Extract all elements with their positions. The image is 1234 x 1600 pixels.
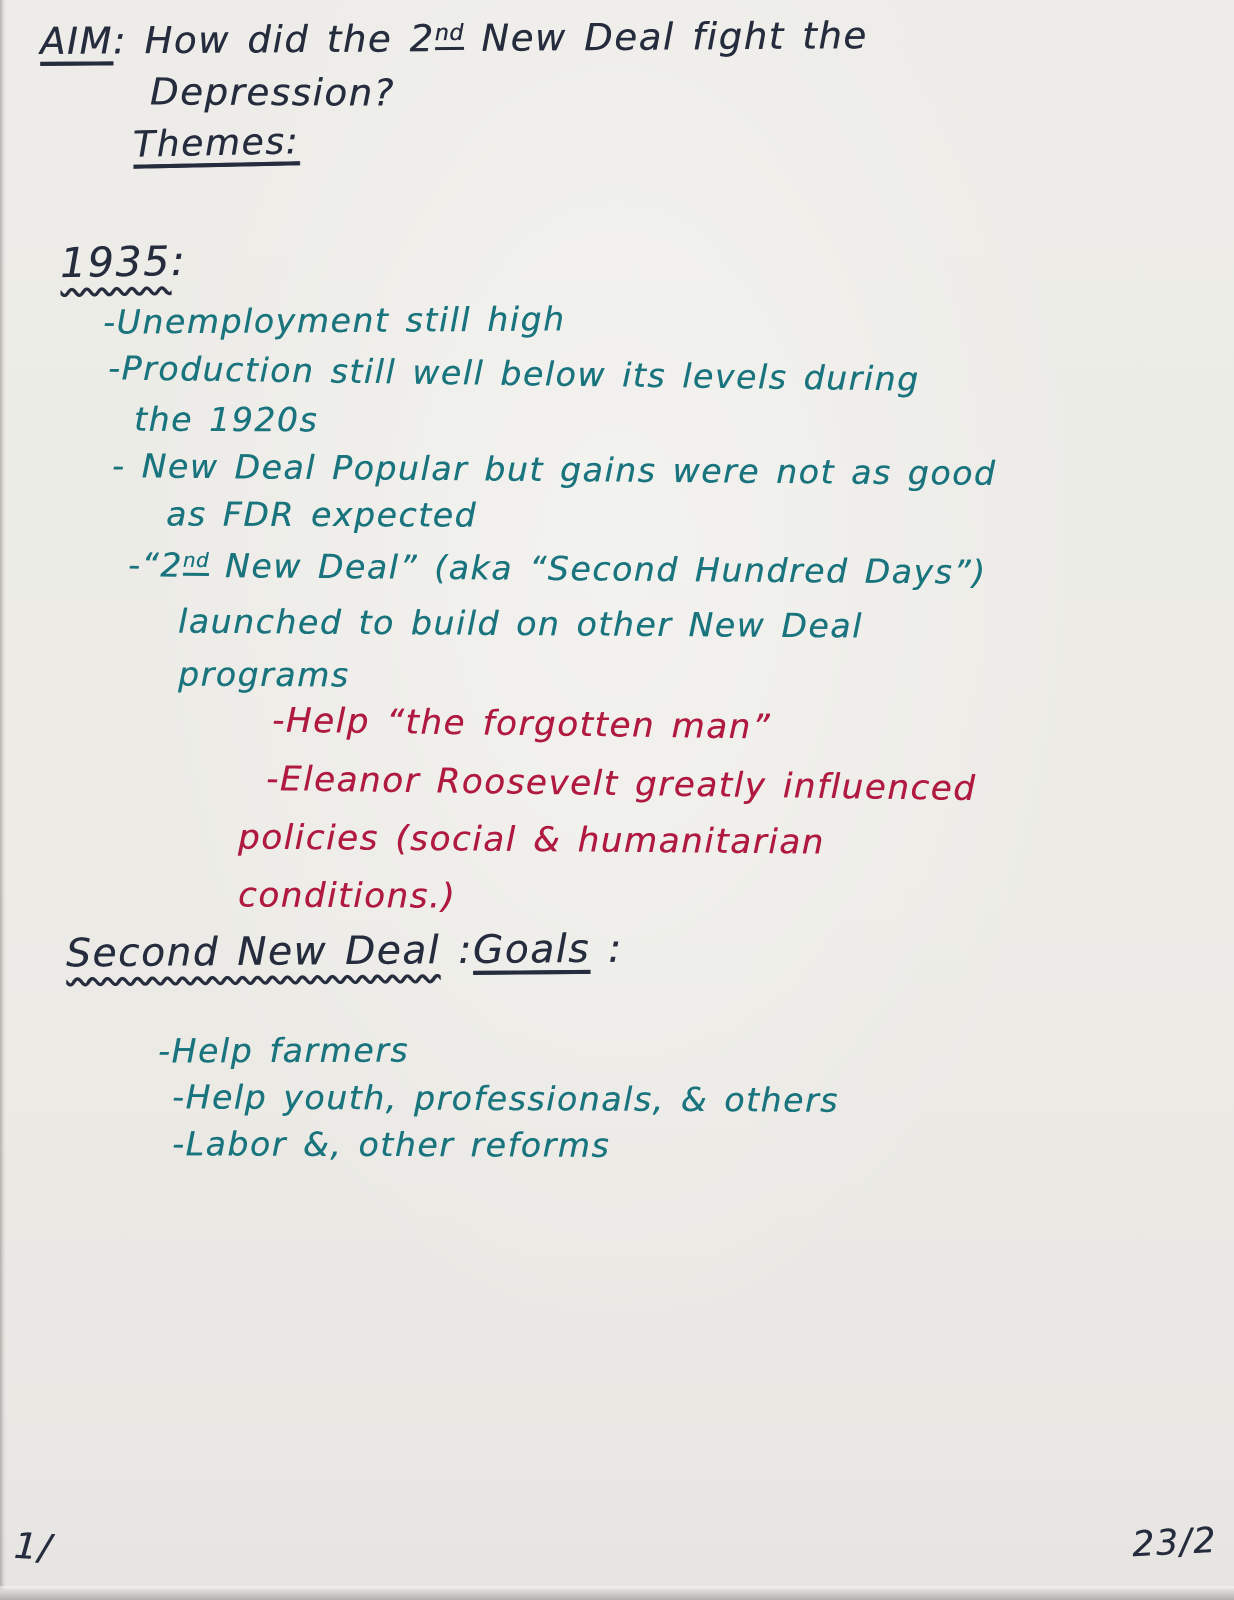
- aim-ordinal-superscript: nd: [435, 20, 464, 50]
- second-new-deal-pre: -“2: [127, 545, 184, 585]
- goal-help-youth: -Help youth, professionals, & others: [171, 1077, 839, 1120]
- goal-help-farmers: -Help farmers: [157, 1030, 410, 1071]
- aim-heading-line1: [40, 15, 868, 62]
- goals-heading-goals: Goals: [472, 926, 591, 973]
- aim-label: AIM: [39, 19, 114, 63]
- scan-left-edge: [0, 0, 6, 1600]
- page-number-left: 1/: [12, 1525, 54, 1570]
- year-1935-label: 1935: [59, 237, 172, 288]
- year-1935-heading: [59, 236, 187, 288]
- goals-heading: [66, 928, 623, 977]
- aim-text-pre: How did the 2: [126, 17, 435, 63]
- bullet-unemployment: -Unemployment still high: [102, 299, 566, 342]
- bullet-new-deal-popular-line1: - New Deal Popular but gains were not as good: [111, 446, 997, 493]
- second-new-deal-post: New Deal” (aka “Second Hundred Days”): [208, 545, 987, 592]
- year-1935-colon: :: [170, 236, 187, 286]
- aim-heading-line2: Depression?: [149, 70, 396, 115]
- bullet-second-new-deal-line2: launched to build on other New Deal: [177, 601, 863, 646]
- aim-text-post: New Deal fight the: [463, 14, 868, 60]
- second-new-deal-ordinal-superscript: nd: [183, 549, 209, 576]
- bullet-second-new-deal-line1: [128, 547, 987, 591]
- aim-colon: :: [112, 19, 128, 63]
- themes-heading: Themes:: [132, 121, 300, 166]
- goals-heading-main: Second New Deal: [65, 928, 441, 977]
- subbullet-eleanor-line2: policies (social & humanitarian: [237, 817, 825, 863]
- subbullet-forgotten-man: -Help “the forgotten man”: [271, 700, 772, 748]
- scan-bottom-edge: [0, 1586, 1234, 1600]
- subbullet-eleanor-line3: conditions.): [237, 875, 457, 917]
- goals-heading-sep2: :: [607, 926, 623, 972]
- goal-labor-reforms: -Labor &, other reforms: [171, 1124, 611, 1165]
- bullet-production-line1: -Production still well below its levels during: [107, 348, 920, 399]
- goals-heading-sep1: :: [457, 927, 474, 974]
- bullet-new-deal-popular-line2: as FDR expected: [165, 494, 478, 535]
- page-number-right: 23/2: [1130, 1520, 1218, 1566]
- subbullet-eleanor-line1: -Eleanor Roosevelt greatly influenced: [265, 759, 977, 809]
- bullet-production-line2: the 1920s: [133, 399, 319, 440]
- bullet-second-new-deal-line3: programs: [177, 654, 350, 695]
